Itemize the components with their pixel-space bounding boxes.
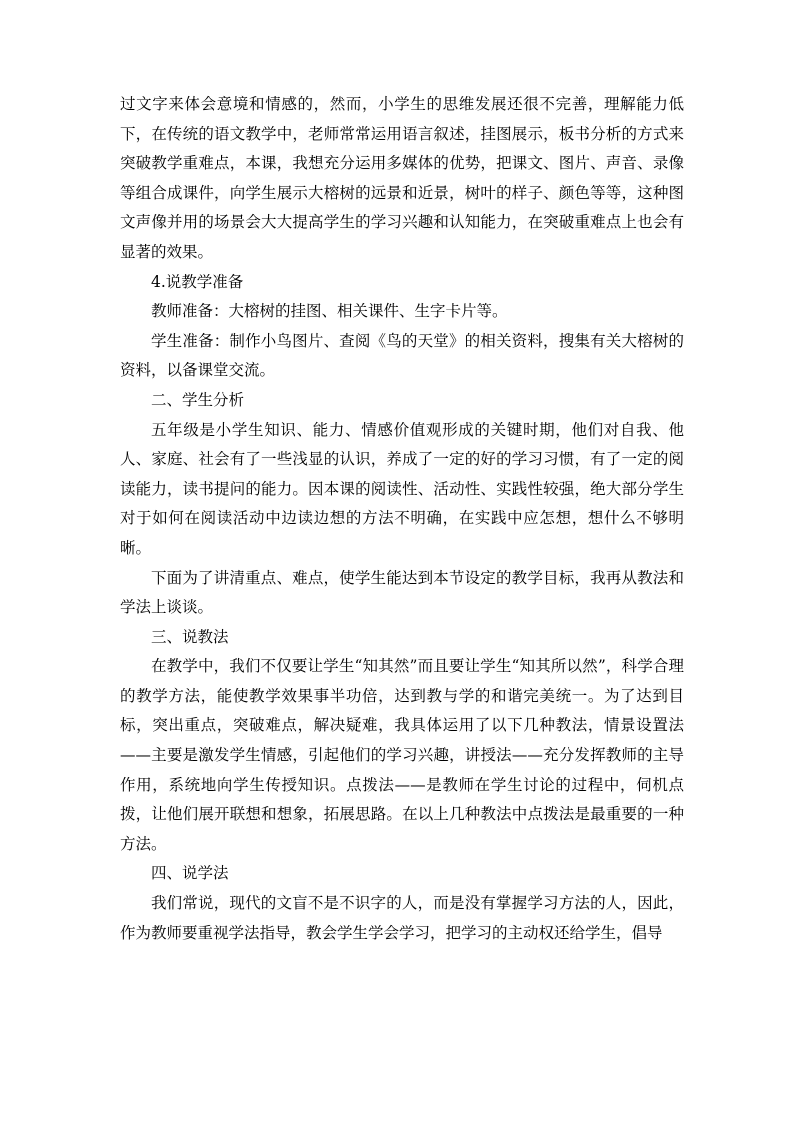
paragraph-student-preparation: 学生准备：制作小鸟图片、查阅《鸟的天堂》的相关资料，搜集有关大榕树的资料，以备课堂交流。 xyxy=(120,331,684,380)
paragraph-learning-methods: 我们常说，现代的文盲不是不识字的人，而是没有掌握学习方法的人，因此，作为教师要重视学法指导，教会学生学会学习，把学习的主动权还给学生，倡导 xyxy=(120,894,684,942)
paragraph-student-analysis: 五年级是小学生知识、能力、情感价值观形成的关键时期，他们对自我、他人、家庭、社会有了一些浅显的认识，养成了一定的好的学习习惯，有了一定的阅读能力，读书提问的能力。因本课的阅读性、活动性、实践性较强，绝大部分学生对于如何在阅读活动中边读边想的方法不明确，在实践中应怎想，想什么不够明晰。 xyxy=(120,420,684,557)
heading-student-analysis: 二、学生分析 xyxy=(151,390,245,409)
heading-teaching-methods: 三、说教法 xyxy=(151,627,229,646)
paragraph-continued-multimedia: 过文字来体会意境和情感的，然而，小学生的思维发展还很不完善，理解能力低下，在传统的语文教学中，老师常常运用语言叙述，挂图展示，板书分析的方式来突破教学重难点，本课，我想充分运用多媒体的优势，把课文、图片、声音、录像等组合成课件，向学生展示大榕树的远景和近景，树叶的样子、颜色等等，这种图文声像并用的场景会大大提高学生的学习兴趣和认知能力，在突破重难点上也会有显著的效果。 xyxy=(120,95,684,261)
document-body xyxy=(120,90,684,948)
paragraph-transition: 下面为了讲清重点、难点，使学生能达到本节设定的教学目标，我再从教法和学法上谈谈。 xyxy=(120,568,684,617)
heading-learning-methods: 四、说学法 xyxy=(151,864,229,883)
paragraph-teacher-preparation: 教师准备：大榕树的挂图、相关课件、生字卡片等。 xyxy=(151,302,508,321)
paragraph-teaching-methods: 在教学中，我们不仅要让学生“知其然”而且要让学生“知其所以然”，科学合理的教学方法，能使教学效果事半功倍，达到教与学的和谐完美统一。为了达到目标，突出重点，突破难点，解决疑难，我具体运用了以下几种教法，情景设置法——主要是激发学生情感，引起他们的学习兴趣，讲授法——充分发挥教师的主导作用，系统地向学生传授知识。点拨法——是教师在学生讨论的过程中，伺机点拨，让他们展开联想和想象，拓展思路。在以上几种教法中点拨法是最重要的一种方法。 xyxy=(120,657,684,853)
heading-teaching-preparation: 4.说教学准备 xyxy=(151,272,244,291)
